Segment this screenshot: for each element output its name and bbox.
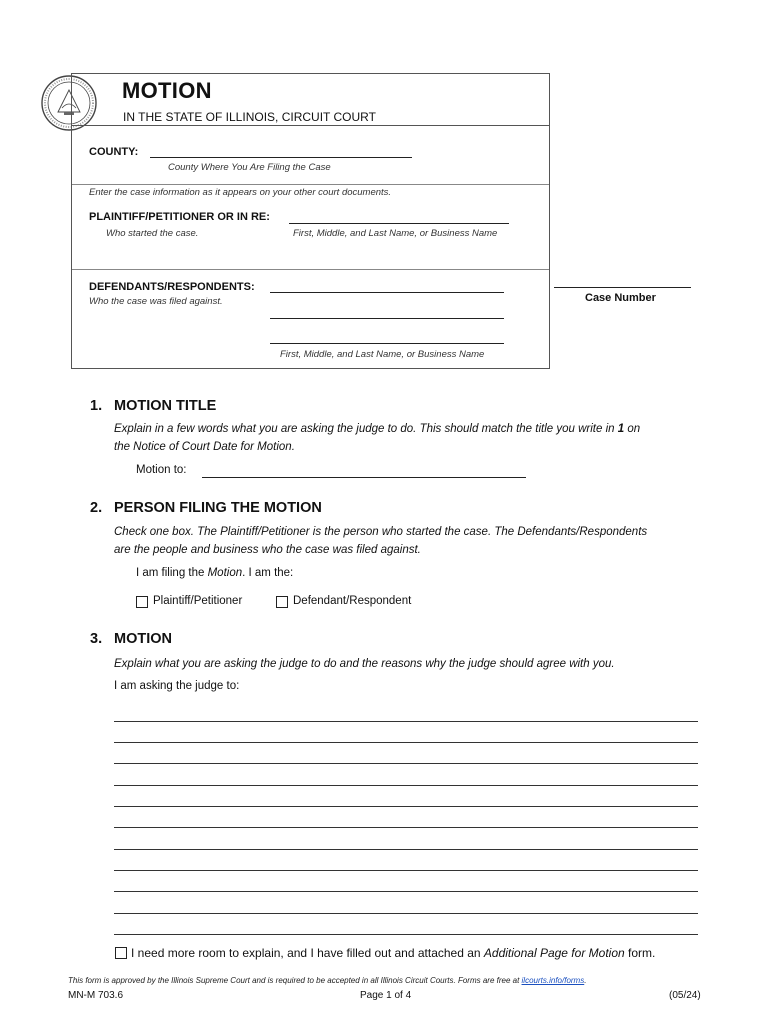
explanation-line[interactable] bbox=[114, 806, 698, 807]
explanation-line[interactable] bbox=[114, 763, 698, 764]
plaintiff-option-label: Plaintiff/Petitioner bbox=[153, 595, 243, 607]
form-title: MOTION bbox=[122, 78, 212, 103]
defendant-option-label: Defendant/Respondent bbox=[293, 595, 412, 607]
defendants-who-hint: Who the case was filed against. bbox=[89, 296, 223, 307]
defendant-name-line-3[interactable] bbox=[270, 343, 504, 344]
explanation-line[interactable] bbox=[114, 870, 698, 871]
explanation-line[interactable] bbox=[114, 742, 698, 743]
section3-instruction: Explain what you are asking the judge to do and the reasons why the judge should agree with you. bbox=[114, 658, 615, 670]
explanation-line[interactable] bbox=[114, 721, 698, 722]
section2-instruction: Check one box. The Plaintiff/Petitioner is the person who started the case. The Defendants/Respondents are the people and business who the case was filed against. bbox=[114, 526, 648, 556]
section1-number: 1. bbox=[90, 398, 103, 414]
county-input-line[interactable] bbox=[150, 157, 412, 158]
section3-title: MOTION bbox=[114, 631, 172, 647]
defendants-name-hint: First, Middle, and Last Name, or Business Name bbox=[280, 349, 485, 360]
motion-to-input-line[interactable] bbox=[202, 477, 526, 478]
defendants-label: DEFENDANTS/RESPONDENTS: bbox=[89, 281, 255, 293]
more-room-checkbox[interactable] bbox=[115, 947, 127, 959]
forms-link[interactable]: ilcourts.info/forms bbox=[521, 976, 585, 985]
defendant-checkbox[interactable] bbox=[276, 596, 288, 608]
form-date: (05/24) bbox=[669, 990, 701, 1001]
case-number-line[interactable] bbox=[554, 287, 691, 288]
explanation-line[interactable] bbox=[114, 934, 698, 935]
explanation-line[interactable] bbox=[114, 849, 698, 850]
section1-instruction: Explain in a few words what you are asking the judge to do. This should match the title you write in 1 on the Notice of Court Date for Motion. bbox=[114, 423, 641, 453]
section3-lead: I am asking the judge to: bbox=[114, 680, 240, 692]
plaintiff-name-hint: First, Middle, and Last Name, or Business Name bbox=[293, 228, 498, 239]
case-number-label: Case Number bbox=[585, 292, 656, 304]
county-label: COUNTY: bbox=[89, 146, 139, 158]
section1-title: MOTION TITLE bbox=[114, 398, 217, 414]
more-room-label: I need more room to explain, and I have filled out and attached an Additional Page for Motion form. bbox=[131, 946, 656, 960]
section2-title: PERSON FILING THE MOTION bbox=[114, 500, 322, 516]
defendant-name-line-1[interactable] bbox=[270, 292, 504, 293]
explanation-line[interactable] bbox=[114, 891, 698, 892]
plaintiff-label: PLAINTIFF/PETITIONER OR IN RE: bbox=[89, 211, 270, 223]
section2-statement: I am filing the Motion. I am the: bbox=[136, 567, 294, 579]
footer-note: This form is approved by the Illinois Supreme Court and is required to be accepted in all Illinois Circuit Courts. Forms are free at ilcourts.info/forms. bbox=[68, 976, 587, 985]
section3-number: 3. bbox=[90, 631, 103, 647]
motion-to-label: Motion to: bbox=[136, 464, 187, 476]
case-info-note: Enter the case information as it appears on your other court documents. bbox=[89, 187, 392, 198]
explanation-line[interactable] bbox=[114, 827, 698, 828]
defendant-name-line-2[interactable] bbox=[270, 318, 504, 319]
form-subtitle: IN THE STATE OF ILLINOIS, CIRCUIT COURT bbox=[123, 110, 376, 124]
form-id: MN-M 703.6 bbox=[68, 990, 124, 1001]
section2-number: 2. bbox=[90, 500, 103, 516]
plaintiff-name-line[interactable] bbox=[289, 223, 509, 224]
plaintiff-who-hint: Who started the case. bbox=[106, 228, 199, 239]
page-number: Page 1 of 4 bbox=[360, 990, 412, 1001]
plaintiff-checkbox[interactable] bbox=[136, 596, 148, 608]
explanation-line[interactable] bbox=[114, 913, 698, 914]
explanation-line[interactable] bbox=[114, 785, 698, 786]
county-hint: County Where You Are Filing the Case bbox=[168, 162, 331, 173]
